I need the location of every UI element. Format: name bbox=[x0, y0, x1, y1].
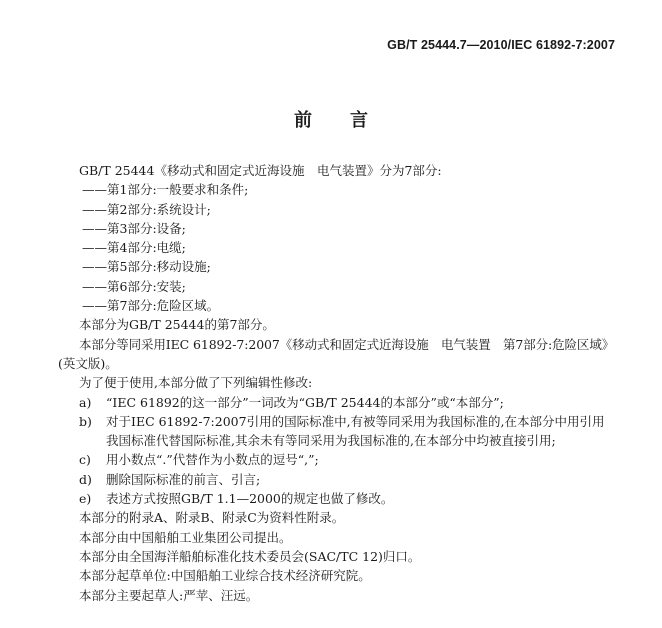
edit-text: 对于IEC 61892-7:2007引用的国际标准中,有被等同采用为我国标准的,在本部分中用引用 bbox=[106, 413, 605, 429]
edit-marker: c) bbox=[79, 452, 91, 468]
edits-list bbox=[58, 393, 638, 509]
part-item: ——第6部分:安装; bbox=[82, 278, 186, 294]
edits-intro: 为了便于使用,本部分做了下列编辑性修改: bbox=[79, 375, 313, 391]
edit-text-continued: 我国标准代替国际标准,其余未有等同采用为我国标准的,在本部分中均被直接引用; bbox=[106, 433, 556, 449]
adoption-paragraph-line-1: 本部分等同采用IEC 61892-7:2007《移动式和固定式近海设施 电气装置 第7部分:危险区域》 bbox=[79, 336, 615, 352]
edit-item-c bbox=[58, 450, 638, 469]
edit-marker: e) bbox=[79, 491, 92, 507]
edit-item-b bbox=[58, 412, 638, 431]
part-item: ——第1部分:一般要求和条件; bbox=[82, 182, 249, 198]
edit-marker: d) bbox=[79, 471, 92, 487]
part-item: ——第4部分:电缆; bbox=[82, 240, 186, 256]
drafting-unit-paragraph: 本部分起草单位:中国船舶工业综合技术经济研究院。 bbox=[79, 568, 371, 584]
edit-text: 表述方式按照GB/T 1.1—2000的规定也做了修改。 bbox=[106, 491, 394, 507]
edit-text: 删除国际标准的前言、引言; bbox=[106, 471, 261, 487]
edit-item-a bbox=[58, 393, 638, 412]
proposed-by-paragraph: 本部分由中国船舶工业集团公司提出。 bbox=[79, 529, 292, 545]
page-title: 前言 bbox=[294, 110, 406, 131]
standard-code-header: GB/T 25444.7—2010/IEC 61892-7:2007 bbox=[387, 38, 615, 52]
edit-item-b-continued bbox=[58, 431, 638, 450]
edit-marker: b) bbox=[79, 413, 92, 429]
drafters-paragraph: 本部分主要起草人:严苹、汪远。 bbox=[79, 587, 259, 603]
edit-item-d bbox=[58, 470, 638, 489]
edit-marker: a) bbox=[79, 394, 92, 410]
appendix-paragraph: 本部分的附录A、附录B、附录C为资料性附录。 bbox=[79, 510, 345, 526]
foreword-body bbox=[58, 161, 638, 605]
part-item: ——第2部分:系统设计; bbox=[82, 201, 211, 217]
edit-text: 用小数点“.”代替作为小数点的逗号“,”; bbox=[106, 452, 319, 468]
adoption-paragraph-line-2: (英文版)。 bbox=[58, 355, 118, 371]
centralized-by-paragraph: 本部分由全国海洋船舶标准化技术委员会(SAC/TC 12)归口。 bbox=[79, 548, 421, 564]
part-item: ——第7部分:危险区域。 bbox=[82, 298, 220, 314]
intro-paragraph: GB/T 25444《移动式和固定式近海设施 电气装置》分为7部分: bbox=[79, 163, 442, 178]
this-part-paragraph: 本部分为GB/T 25444的第7部分。 bbox=[79, 317, 275, 333]
edit-item-e bbox=[58, 489, 638, 508]
edit-text: “IEC 61892的这一部分”一词改为“GB/T 25444的本部分”或“本部分”; bbox=[106, 394, 504, 410]
part-item: ——第3部分:设备; bbox=[82, 220, 186, 236]
part-item: ——第5部分:移动设施; bbox=[82, 259, 211, 275]
parts-list bbox=[58, 180, 638, 315]
